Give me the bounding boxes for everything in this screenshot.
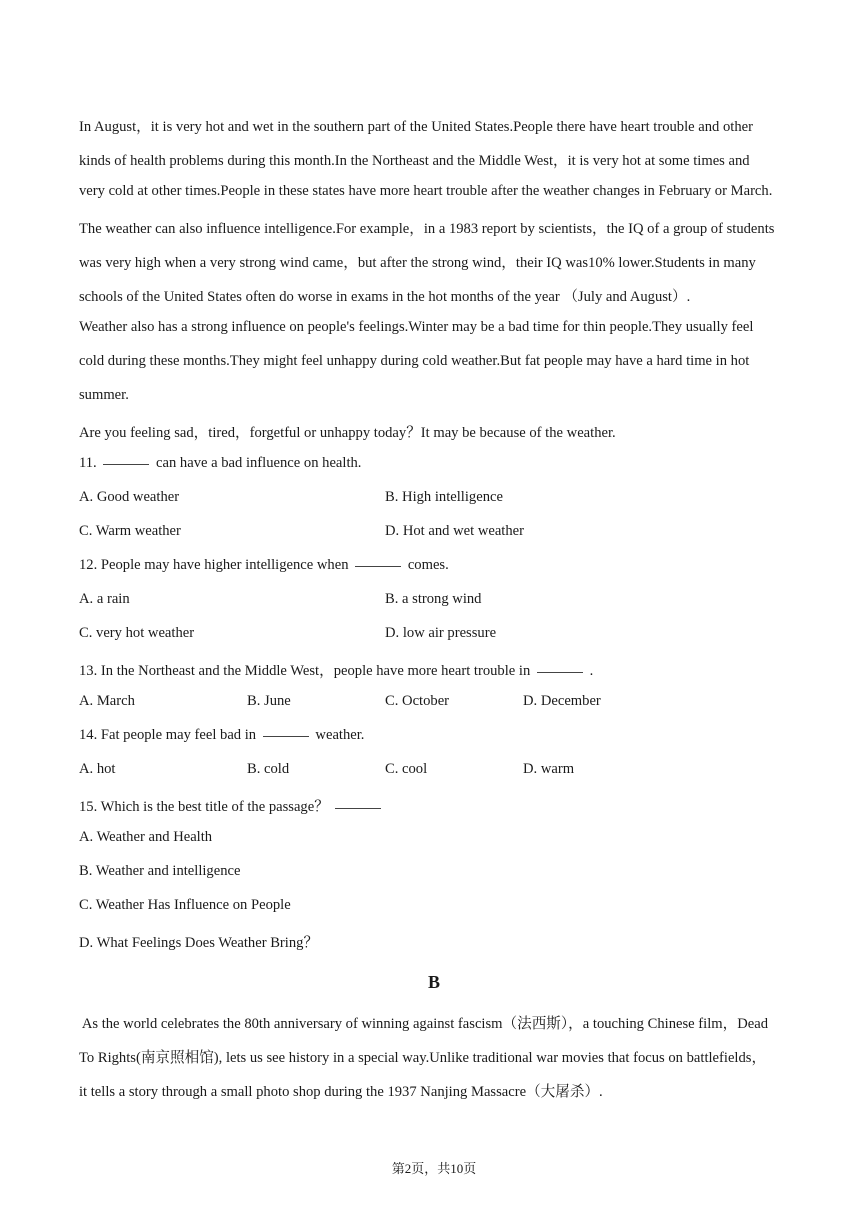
question-text: can have a bad influence on health. [156, 455, 362, 471]
passage-line: schools of the United States often do worse in exams in the hot months of the year （July and August）. [79, 289, 691, 305]
question-12 [79, 557, 449, 574]
question-15 [79, 795, 384, 816]
question-text: 11. [79, 455, 97, 471]
question-text: weather. [315, 727, 365, 743]
q15-option-a[interactable]: A. Weather and Health [79, 829, 213, 845]
q13-option-d[interactable]: D. December [523, 693, 601, 709]
question-text: 15. Which is the best title of the passage？ [79, 799, 329, 815]
q14-option-b[interactable]: B. cold [247, 761, 290, 777]
passage-line: cold during these months.They might feel unhappy during cold weather.But fat people may have a hard time in hot [79, 353, 750, 369]
passage-line: summer. [79, 387, 129, 403]
section-b-line: As the world celebrates the 80th anniversary of winning against fascism（法西斯），a touching Chinese film，Dead [79, 1016, 768, 1032]
q13-option-c[interactable]: C. October [385, 693, 450, 709]
q11-option-b[interactable]: B. High intelligence [385, 489, 503, 505]
q11-option-a[interactable]: A. Good weather [79, 489, 180, 505]
answer-blank[interactable] [335, 807, 381, 809]
q15-option-c[interactable]: C. Weather Has Influence on People [79, 897, 291, 913]
question-text: . [589, 663, 594, 679]
answer-blank[interactable] [537, 671, 583, 673]
passage-line: was very high when a very strong wind came，but after the strong wind，their IQ was10% lower.Students in many [79, 255, 756, 271]
answer-blank[interactable] [355, 565, 401, 567]
q13-option-b[interactable]: B. June [247, 693, 291, 709]
question-text: 12. People may have higher intelligence when [79, 557, 349, 573]
q12-option-d[interactable]: D. low air pressure [385, 625, 497, 641]
q11-option-d[interactable]: D. Hot and wet weather [385, 523, 524, 539]
section-b-line: To Rights(南京照相馆), lets us see history in a special way.Unlike traditional war movies that focus on battlefields， [79, 1050, 767, 1066]
q15-option-b[interactable]: B. Weather and intelligence [79, 863, 241, 879]
q14-option-d[interactable]: D. warm [523, 761, 575, 777]
question-14 [79, 727, 364, 744]
passage-line: kinds of health problems during this month.In the Northeast and the Middle West，it is very hot at some times and [79, 153, 750, 169]
passage-line: Are you feeling sad，tired，forgetful or unhappy today？It may be because of the weather. [79, 425, 616, 441]
q12-option-b[interactable]: B. a strong wind [385, 591, 482, 607]
question-13 [79, 659, 593, 680]
question-text: 14. Fat people may feel bad in [79, 727, 257, 743]
q11-option-c[interactable]: C. Warm weather [79, 523, 181, 539]
question-text: 13. In the Northeast and the Middle West，people have more heart trouble in [79, 663, 531, 679]
q14-option-a[interactable]: A. hot [79, 761, 116, 777]
q14-option-c[interactable]: C. cool [385, 761, 428, 777]
answer-blank[interactable] [103, 463, 149, 465]
question-text: comes. [407, 557, 449, 573]
q15-option-d[interactable]: D. What Feelings Does Weather Bring？ [79, 935, 319, 951]
section-b-line: it tells a story through a small photo shop during the 1937 Nanjing Massacre（大屠杀）. [79, 1084, 603, 1100]
passage-line: In August，it is very hot and wet in the southern part of the United States.People there have heart trouble and other [79, 119, 753, 135]
q12-option-a[interactable]: A. a rain [79, 591, 130, 607]
answer-blank[interactable] [263, 735, 309, 737]
passage-line: Weather also has a strong influence on people's feelings.Winter may be a bad time for thin people.They usually feel [79, 319, 754, 335]
q13-option-a[interactable]: A. March [79, 693, 135, 709]
q12-option-c[interactable]: C. very hot weather [79, 625, 195, 641]
passage-line: very cold at other times.People in these states have more heart trouble after the weather changes in February or March. [79, 183, 773, 199]
section-b-title: B [427, 972, 440, 992]
question-11 [79, 455, 361, 472]
passage-line: The weather can also influence intelligence.For example，in a 1983 report by scientists，the IQ of a group of students [79, 221, 775, 237]
page-footer: 第2页，共10页 [391, 1161, 477, 1176]
